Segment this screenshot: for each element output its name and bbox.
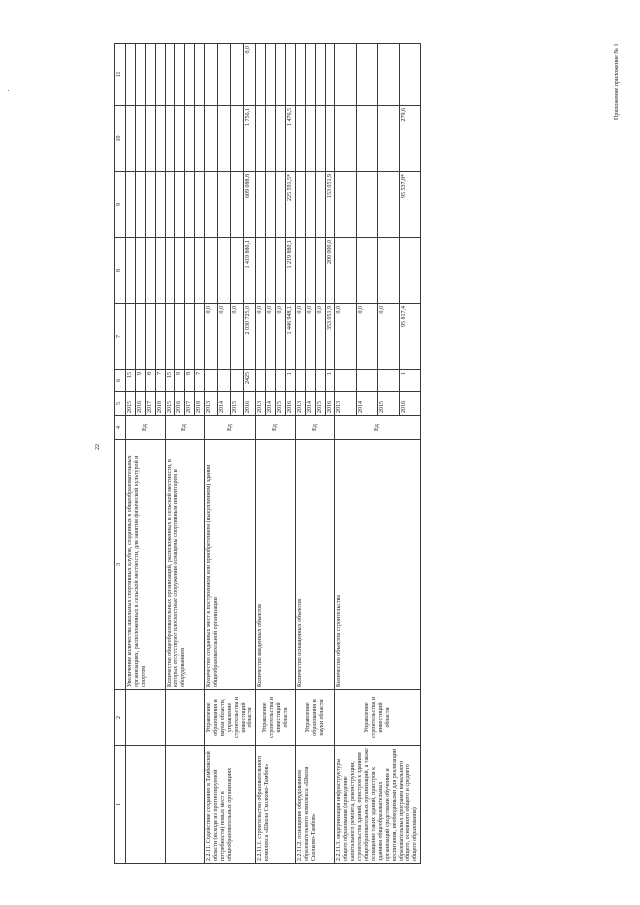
value-col11-cell <box>126 44 136 106</box>
value-col11-cell <box>230 44 243 106</box>
value-col10-cell <box>185 106 195 172</box>
column-header: 10 <box>115 106 126 172</box>
measure-name-cell <box>165 746 205 864</box>
year-cell: 2014 <box>266 392 276 416</box>
value-col7-cell: 0,0 <box>378 304 399 370</box>
value-col8-cell <box>399 238 420 304</box>
value-col11-cell <box>195 44 205 106</box>
value-col10-cell <box>305 106 315 172</box>
value-col9-cell <box>315 172 325 238</box>
value-col6-cell: 9 <box>175 370 185 392</box>
value-col8-cell <box>378 238 399 304</box>
value-col10-cell <box>335 106 356 172</box>
indicator-cell: Количество созданных мест в построенном или приобретенном (выкупленном) здании общеобразовательной организации <box>205 440 256 690</box>
value-col9-cell <box>256 172 266 238</box>
value-col11-cell <box>266 44 276 106</box>
value-col6-cell: 9 <box>135 370 145 392</box>
year-cell: 2017 <box>145 392 155 416</box>
column-header: 9 <box>115 172 126 238</box>
value-col10-cell <box>295 106 305 172</box>
value-col8-cell <box>135 238 145 304</box>
value-col6-cell <box>378 370 399 392</box>
value-col7-cell: 0,0 <box>315 304 325 370</box>
value-col10-cell <box>315 106 325 172</box>
value-col11-cell <box>256 44 266 106</box>
unit-cell: Ед <box>335 416 421 440</box>
value-col10-cell: 1 476,5 <box>286 106 296 172</box>
value-col10-cell: 279,6 <box>399 106 420 172</box>
column-header: 2 <box>115 690 126 746</box>
value-col11-cell <box>217 44 230 106</box>
year-cell: 2016 <box>399 392 420 416</box>
value-col11-cell <box>305 44 315 106</box>
year-cell: 2014 <box>305 392 315 416</box>
value-col6-cell <box>266 370 276 392</box>
executor-cell: Управление образования и науки области, управление строительства и инвестиций области <box>205 690 256 746</box>
value-col11-cell <box>286 44 296 106</box>
table-row <box>205 44 218 864</box>
column-header: 1 <box>115 746 126 864</box>
measure-name-cell: 2.2.11.2. оснащение оборудованием образовательного комплекса «Школа Сколково-Тамбов» <box>295 746 335 864</box>
value-col10-cell <box>145 106 155 172</box>
value-col7-cell: 0,0 <box>295 304 305 370</box>
year-cell: 2016 <box>286 392 296 416</box>
value-col10-cell <box>155 106 165 172</box>
indicator-cell: Количество оснащенных объектов <box>295 440 335 690</box>
value-col6-cell: 15 <box>165 370 175 392</box>
column-header: 6 <box>115 370 126 392</box>
value-col8-cell <box>256 238 266 304</box>
year-cell: 2015 <box>378 392 399 416</box>
year-cell: 2014 <box>217 392 230 416</box>
value-col9-cell <box>378 172 399 238</box>
unit-cell: Ед <box>256 416 296 440</box>
year-cell: 2016 <box>325 392 335 416</box>
value-col6-cell <box>335 370 356 392</box>
year-cell: 2015 <box>126 392 136 416</box>
value-col11-cell <box>185 44 195 106</box>
value-col11-cell <box>145 44 155 106</box>
value-col8-cell <box>205 238 218 304</box>
column-header: 8 <box>115 238 126 304</box>
value-col9-cell <box>230 172 243 238</box>
value-col10-cell <box>217 106 230 172</box>
value-col10-cell <box>266 106 276 172</box>
value-col8-cell <box>165 238 175 304</box>
value-col9-cell <box>155 172 165 238</box>
value-col11-cell <box>135 44 145 106</box>
value-col7-cell: 0,0 <box>256 304 266 370</box>
value-col6-cell <box>356 370 377 392</box>
executor-cell <box>126 690 166 746</box>
value-col8-cell <box>185 238 195 304</box>
value-col7-cell: 0,0 <box>305 304 315 370</box>
column-header: 7 <box>115 304 126 370</box>
column-header: 3 <box>115 440 126 690</box>
program-table <box>114 43 421 864</box>
data-table-sheet <box>114 44 604 864</box>
table-header-row <box>115 44 126 864</box>
value-col9-cell <box>185 172 195 238</box>
value-col9-cell <box>145 172 155 238</box>
value-col6-cell: 2425 <box>243 370 256 392</box>
value-col8-cell <box>295 238 305 304</box>
value-col6-cell <box>305 370 315 392</box>
value-col11-cell <box>276 44 286 106</box>
value-col8-cell: 1 419 880,1 <box>243 238 256 304</box>
table-row <box>256 44 266 864</box>
executor-cell: Управление строительства и инвестиций области <box>335 690 421 746</box>
value-col10-cell: 1 756,1 <box>243 106 256 172</box>
value-col8-cell: 1 219 880,1 <box>286 238 296 304</box>
scan-speck <box>8 90 9 91</box>
value-col6-cell: 8 <box>185 370 195 392</box>
value-col9-cell <box>165 172 175 238</box>
value-col10-cell <box>126 106 136 172</box>
value-col7-cell: 2 030 725,0 <box>243 304 256 370</box>
value-col8-cell <box>195 238 205 304</box>
value-col8-cell <box>145 238 155 304</box>
value-col11-cell <box>335 44 356 106</box>
value-col6-cell <box>276 370 286 392</box>
value-col8-cell <box>217 238 230 304</box>
value-col6-cell: 8 <box>145 370 155 392</box>
year-cell: 2013 <box>205 392 218 416</box>
value-col11-cell <box>325 44 335 106</box>
value-col10-cell <box>135 106 145 172</box>
value-col8-cell <box>305 238 315 304</box>
value-col6-cell: 1 <box>286 370 296 392</box>
value-col8-cell: 200 000,0 <box>325 238 335 304</box>
value-col6-cell <box>230 370 243 392</box>
page-number: 22 <box>95 444 101 450</box>
value-col9-cell <box>335 172 356 238</box>
year-cell: 2018 <box>155 392 165 416</box>
value-col8-cell <box>175 238 185 304</box>
value-col6-cell: 1 <box>399 370 420 392</box>
value-col6-cell: 15 <box>126 370 136 392</box>
value-col10-cell <box>325 106 335 172</box>
value-col9-cell <box>217 172 230 238</box>
value-col10-cell <box>256 106 266 172</box>
year-cell: 2015 <box>276 392 286 416</box>
table-body <box>126 44 421 864</box>
indicator-cell: Увеличение количества школьных спортивных клубов, созданных в общеобразовательных организациях, расположенных в сельской местности, для занятия физической культурой и спортом <box>126 440 166 690</box>
value-col7-cell <box>155 304 165 370</box>
column-header: 4 <box>115 416 126 440</box>
value-col6-cell <box>217 370 230 392</box>
unit-cell: Ед <box>205 416 256 440</box>
measure-name-cell <box>126 746 166 864</box>
value-col8-cell <box>315 238 325 304</box>
unit-cell: Ед <box>165 416 205 440</box>
value-col7-cell <box>135 304 145 370</box>
value-col7-cell: 95 817,4 <box>399 304 420 370</box>
year-cell: 2013 <box>335 392 356 416</box>
value-col9-cell: 609 088,8 <box>243 172 256 238</box>
table-row <box>165 44 175 864</box>
value-col9-cell: 95 537,8* <box>399 172 420 238</box>
value-col10-cell <box>276 106 286 172</box>
year-cell: 2015 <box>230 392 243 416</box>
value-col7-cell: 0,0 <box>266 304 276 370</box>
value-col9-cell <box>205 172 218 238</box>
value-col10-cell <box>230 106 243 172</box>
value-col6-cell <box>256 370 266 392</box>
value-col7-cell <box>145 304 155 370</box>
value-col10-cell <box>205 106 218 172</box>
unit-cell: Ед <box>126 416 166 440</box>
value-col9-cell <box>135 172 145 238</box>
year-cell: 2013 <box>256 392 266 416</box>
year-cell: 2014 <box>356 392 377 416</box>
value-col9-cell <box>126 172 136 238</box>
measure-name-cell: 2.2.11. Содействие созданию в Тамбовской области (исходя из прогнозируемой потребности) новых мест в общеобразовательных организациях <box>205 746 256 864</box>
value-col10-cell <box>356 106 377 172</box>
value-col11-cell <box>399 44 420 106</box>
value-col6-cell <box>315 370 325 392</box>
value-col9-cell: 153 051,9 <box>325 172 335 238</box>
year-cell: 2016 <box>175 392 185 416</box>
measure-name-cell: 2.2.11.1. строительство образовательного комплекса «Школа Сколково-Тамбов» <box>256 746 296 864</box>
executor-cell <box>165 690 205 746</box>
value-col11-cell <box>315 44 325 106</box>
value-col6-cell <box>205 370 218 392</box>
value-col9-cell <box>195 172 205 238</box>
value-col11-cell <box>378 44 399 106</box>
value-col9-cell: 225 591,5* <box>286 172 296 238</box>
value-col7-cell: 0,0 <box>217 304 230 370</box>
value-col11-cell <box>356 44 377 106</box>
value-col11-cell <box>155 44 165 106</box>
value-col7-cell <box>195 304 205 370</box>
value-col9-cell <box>295 172 305 238</box>
column-header: 5 <box>115 392 126 416</box>
value-col6-cell <box>295 370 305 392</box>
value-col11-cell <box>205 44 218 106</box>
year-cell: 2015 <box>165 392 175 416</box>
value-col8-cell <box>276 238 286 304</box>
value-col9-cell <box>266 172 276 238</box>
table-row <box>295 44 305 864</box>
value-col8-cell <box>335 238 356 304</box>
column-header: 11 <box>115 44 126 106</box>
value-col10-cell <box>165 106 175 172</box>
value-col11-cell <box>295 44 305 106</box>
value-col6-cell: 1 <box>325 370 335 392</box>
value-col7-cell: 0,0 <box>230 304 243 370</box>
year-cell: 2018 <box>195 392 205 416</box>
year-cell: 2013 <box>295 392 305 416</box>
year-cell: 2016 <box>243 392 256 416</box>
value-col7-cell: 353 051,9 <box>325 304 335 370</box>
value-col7-cell <box>165 304 175 370</box>
indicator-cell: Количество общеобразовательных организаций, расположенных в сельской местности, в которых отсутствуют плоскостные сооружения оснащены спортивным инвентарем и оборудованием <box>165 440 205 690</box>
value-col7-cell: 0,0 <box>276 304 286 370</box>
value-col10-cell <box>195 106 205 172</box>
value-col10-cell <box>378 106 399 172</box>
table-row <box>126 44 136 864</box>
value-col10-cell <box>175 106 185 172</box>
value-col6-cell: 7 <box>155 370 165 392</box>
appendix-label: Приложение приложение № 1 <box>614 43 620 120</box>
executor-cell: Управление строительства и инвестиций области <box>256 690 296 746</box>
measure-name-cell: 2.2.11.3. модернизация инфраструктуры общего образования (проведение капитального ремонта, реконструкции, строительства зданий, пристроя к зданиям общеобразовательных организаций, а также оснащение таких зданий, пристроя к зданиям общеобразовательных организаций средствами обучения и воспитания, необходимыми для реализации образовательных программ начального общего, основного общего и среднего общего образования) <box>335 746 421 864</box>
value-col8-cell <box>230 238 243 304</box>
value-col6-cell: 7 <box>195 370 205 392</box>
value-col11-cell <box>175 44 185 106</box>
year-cell: 2016 <box>135 392 145 416</box>
value-col11-cell <box>165 44 175 106</box>
value-col7-cell <box>185 304 195 370</box>
value-col8-cell <box>356 238 377 304</box>
value-col7-cell: 0,0 <box>205 304 218 370</box>
executor-cell: Управление образования и науки области <box>295 690 335 746</box>
year-cell: 2015 <box>315 392 325 416</box>
value-col8-cell <box>126 238 136 304</box>
value-col7-cell: 0,0 <box>335 304 356 370</box>
value-col8-cell <box>155 238 165 304</box>
value-col11-cell: 0,0 <box>243 44 256 106</box>
table-row <box>335 44 356 864</box>
value-col9-cell <box>175 172 185 238</box>
value-col7-cell: 0,0 <box>356 304 377 370</box>
unit-cell: Ед <box>295 416 335 440</box>
value-col8-cell <box>266 238 276 304</box>
year-cell: 2017 <box>185 392 195 416</box>
value-col7-cell <box>175 304 185 370</box>
indicator-cell: Количество объектов строительства <box>335 440 421 690</box>
value-col9-cell <box>276 172 286 238</box>
value-col7-cell <box>126 304 136 370</box>
indicator-cell: Количество введенных объектов <box>256 440 296 690</box>
value-col7-cell: 1 446 948,1 <box>286 304 296 370</box>
value-col9-cell <box>305 172 315 238</box>
value-col9-cell <box>356 172 377 238</box>
